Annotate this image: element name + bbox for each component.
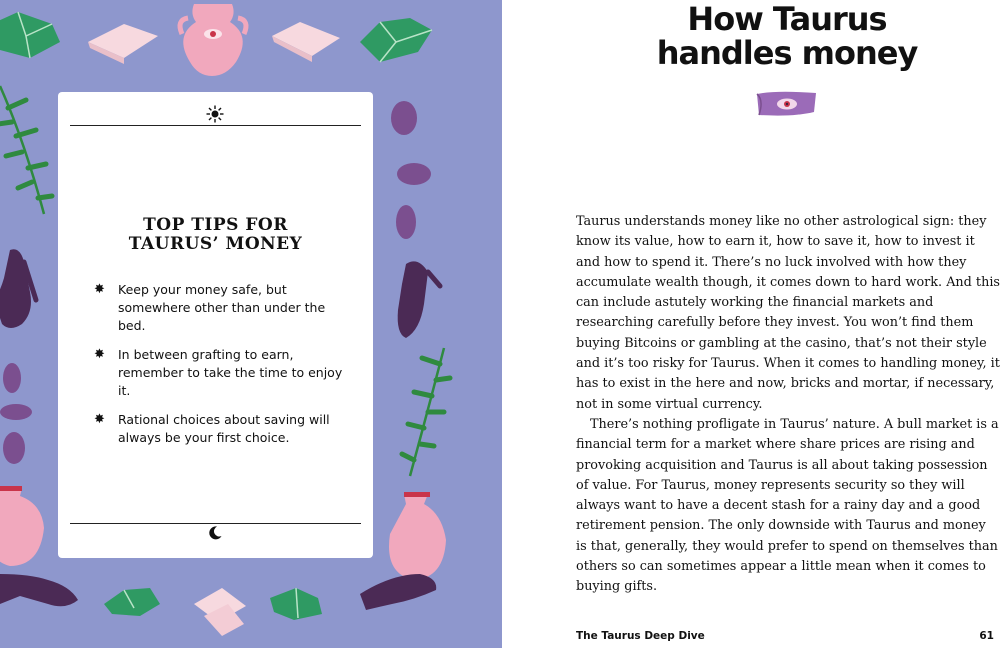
tip-text: Keep your money safe, but somewhere other than under the bed. [118, 282, 326, 333]
crescent-moon-icon [207, 525, 223, 541]
tips-title-line: TAURUS’ MONEY [128, 234, 303, 254]
tips-title [58, 216, 373, 254]
body-text [576, 212, 1000, 598]
tip-text: Rational choices about saving will always be your first choice. [118, 412, 330, 445]
star-bullet-icon: ✸ [94, 282, 105, 297]
right-page [502, 0, 1002, 648]
heading-line: handles money [656, 34, 918, 72]
tips-list [94, 281, 344, 458]
tips-title-line: TOP TIPS FOR [143, 215, 288, 235]
star-bullet-icon: ✸ [94, 347, 105, 362]
page-number: 61 [979, 630, 994, 642]
top-tips-box [58, 92, 373, 558]
heading-line: How Taurus [687, 0, 887, 38]
body-paragraph: Taurus understands money like no other astrological sign: they know its value, how to earn it, how to save it, how to invest it and how to spend it. There’s no luck involved with how they accumulate wealth though, it comes down to hard work. And this can include astutely working the financial markets and researching carefully before they invest. You won’t find them buying Bitcoins or gambling at the casino, that’s not their style and it’s too risky for Taurus. When it comes to handling money, it has to exist in the here and now, bricks and mortar, if necessary, not in some virtual currency. [576, 214, 1000, 412]
tip-text: In between grafting to earn, remember to take the time to enjoy it. [118, 347, 343, 398]
body-paragraph: There’s nothing profligate in Taurus’ nature. A bull market is a financial term for a market where share prices are rising and provoking acquisition and Taurus is all about taking possession of value. For Taurus, money represents security so they will always want to have a decent stash for a rainy day and a good retirement pension. The only downside with Taurus and money is that, generally, they would prefer to spend on themselves than others so can sometimes appear a little mean when it comes to buying gifts. [576, 416, 999, 595]
page-heading [642, 2, 932, 70]
tip-item [94, 411, 344, 447]
tip-item [94, 281, 344, 335]
tip-item [94, 346, 344, 400]
star-bullet-icon: ✸ [94, 412, 105, 427]
eye-banknote-icon [754, 90, 818, 120]
divider-line [70, 523, 361, 524]
divider-line [70, 125, 361, 126]
sun-icon [206, 105, 224, 123]
running-footer: The Taurus Deep Dive [576, 630, 705, 642]
